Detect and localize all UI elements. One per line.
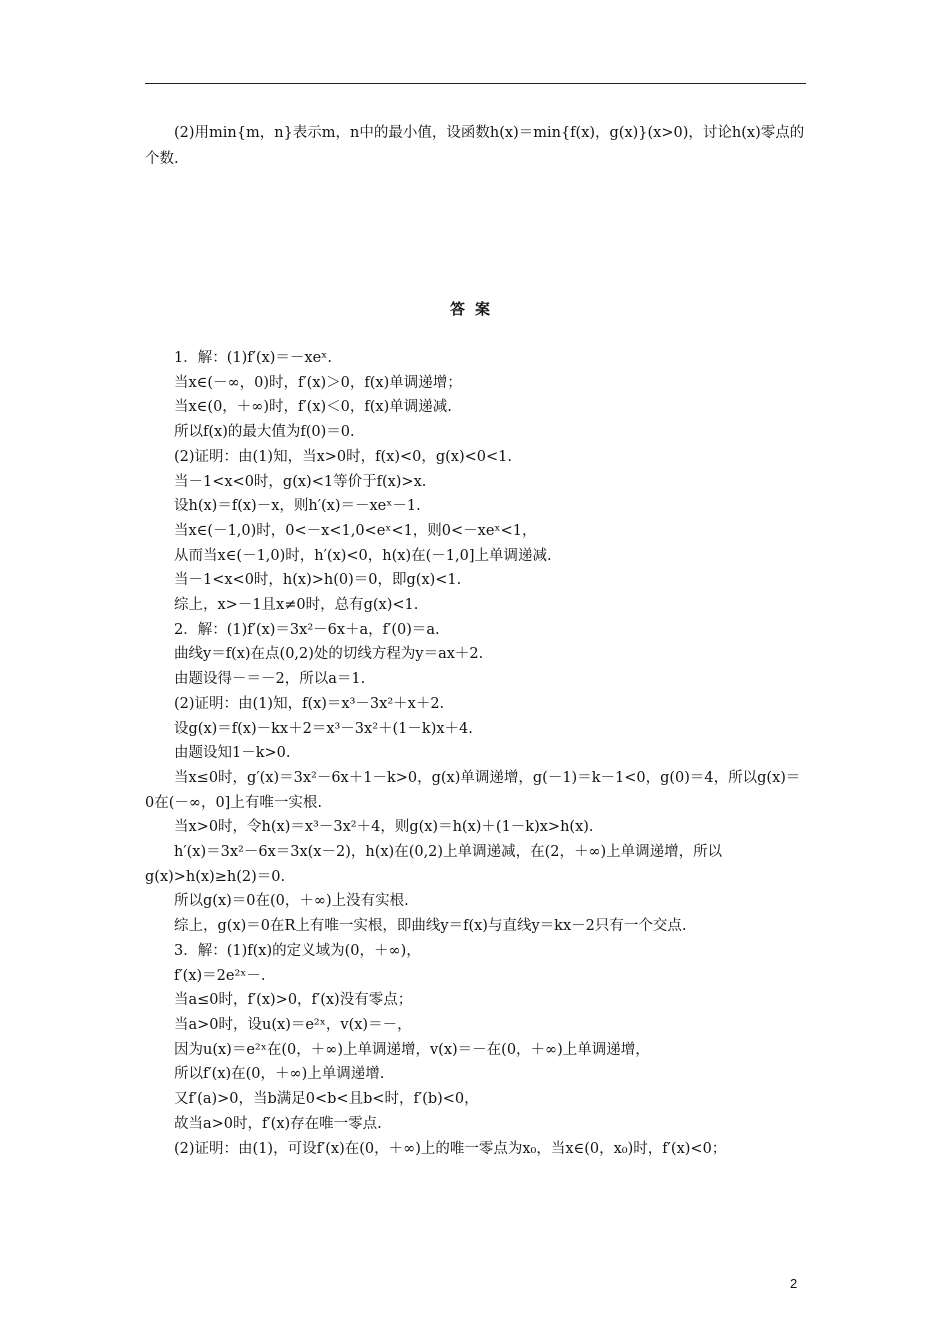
header-rule: [145, 83, 806, 84]
answer-line: 当x∈(－∞，0)时，f′(x)＞0，f(x)单调递增；: [174, 374, 462, 391]
answer-line: (2)证明：由(1)，可设f′(x)在(0，＋∞)上的唯一零点为x₀，当x∈(0，x₀)时，f′(x)<0；: [174, 1140, 727, 1157]
answer-line: 当－1<x<0时，g(x)<1等价于f(x)>x.: [174, 473, 427, 490]
problem-text: (2)用min{m，n}表示m，n中的最小值，设函数h(x)＝min{f(x)，g(x)}(x>0)，讨论h(x)零点的个数.: [145, 125, 805, 167]
answer-body: [145, 346, 807, 1161]
answer-line: 当x≤0时，g′(x)＝3x²－6x＋1－k>0，g(x)单调递增，g(－1)＝k－1<0，g(0)＝4，所以g(x)＝0在(－∞，0]上有唯一实根.: [145, 769, 801, 811]
answer-line: 综上，g(x)＝0在R上有唯一实根，即曲线y＝f(x)与直线y＝kx－2只有一个交点.: [174, 918, 687, 935]
answer-line: 当a≤0时，f′(x)>0，f′(x)没有零点；: [174, 992, 413, 1009]
answer-line: 2．解：(1)f′(x)＝3x²－6x＋a，f′(0)＝a.: [174, 621, 440, 638]
answer-line: 3．解：(1)f(x)的定义域为(0，＋∞)，: [174, 942, 421, 959]
answer-line: 设g(x)＝f(x)－kx＋2＝x³－3x²＋(1－k)x＋4.: [174, 720, 473, 737]
page-number: 2: [790, 1276, 798, 1291]
answer-line: 当x∈(0，＋∞)时，f′(x)＜0，f(x)单调递减.: [174, 399, 452, 416]
answer-line: (2)证明：由(1)知，当x>0时，f(x)<0，g(x)<0<1.: [174, 448, 512, 465]
answer-line: 综上，x>－1且x≠0时，总有g(x)<1.: [174, 597, 419, 614]
answer-line: 曲线y＝f(x)在点(0,2)处的切线方程为y＝ax＋2.: [174, 646, 484, 663]
answer-line: 当a>0时，设u(x)＝e²ˣ，v(x)＝－，: [174, 1016, 412, 1033]
answer-line: 1．解：(1)f′(x)＝－xeˣ.: [174, 350, 332, 366]
answer-line: 又f′(a)>0，当b满足0<b<且b<时，f′(b)<0，: [174, 1091, 479, 1108]
answer-line: 所以f(x)的最大值为f(0)＝0.: [174, 424, 355, 441]
answer-line: (2)证明：由(1)知，f(x)＝x³－3x²＋x＋2.: [174, 695, 445, 712]
answer-line: 由题设知1－k>0.: [174, 745, 291, 762]
answer-line: 设h(x)＝f(x)－x，则h′(x)＝－xeˣ－1.: [174, 498, 421, 515]
answer-line: 所以g(x)＝0在(0，＋∞)上没有实根.: [174, 893, 409, 910]
answer-line: h′(x)＝3x²－6x＝3x(x－2)，h(x)在(0,2)上单调递减，在(2，＋∞)上单调递增，所以g(x)>h(x)≥h(2)＝0.: [145, 844, 723, 885]
answer-line: f′(x)＝2e²ˣ－.: [174, 967, 266, 984]
answer-line: 从而当x∈(－1,0)时，h′(x)<0，h(x)在(－1,0]上单调递减.: [174, 547, 552, 564]
section-title: 答案: [449, 300, 500, 318]
answer-line: 当x>0时，令h(x)＝x³－3x²＋4，则g(x)＝h(x)＋(1－k)x>h(x).: [174, 819, 594, 836]
answer-line: 由题设得－＝－2，所以a＝1.: [174, 671, 366, 688]
answer-line: 故当a>0时，f′(x)存在唯一零点.: [174, 1115, 382, 1132]
answer-line: 所以f′(x)在(0，＋∞)上单调递增.: [174, 1066, 385, 1083]
answer-line: 因为u(x)＝e²ˣ在(0，＋∞)上单调递增，v(x)＝－在(0，＋∞)上单调递增，: [174, 1041, 650, 1058]
answer-line: 当x∈(－1,0)时，0<－x<1,0<eˣ<1，则0<－xeˣ<1，: [174, 522, 537, 539]
answer-line: 当－1<x<0时，h(x)>h(0)＝0，即g(x)<1.: [174, 572, 462, 589]
